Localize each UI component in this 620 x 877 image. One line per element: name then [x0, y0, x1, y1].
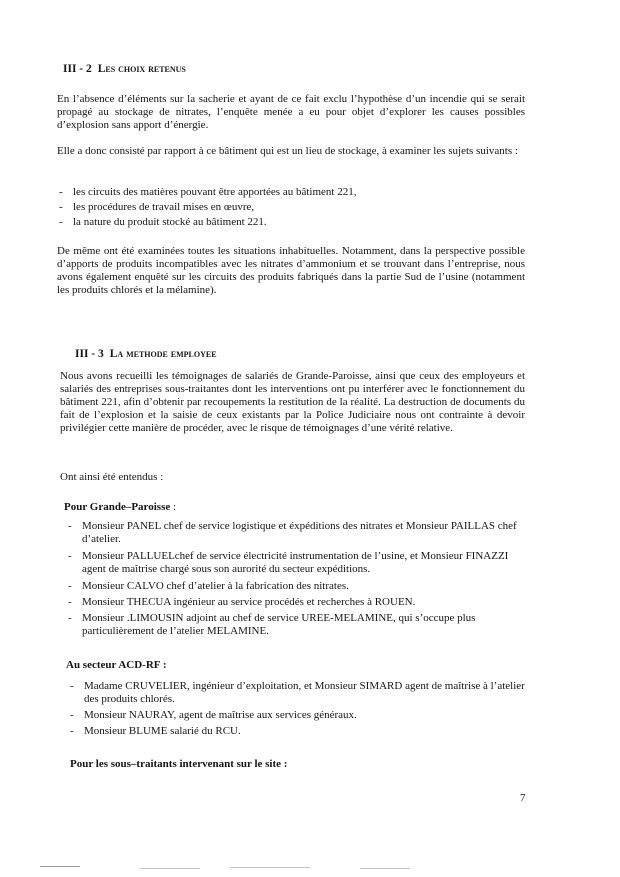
list-item: - les circuits des matières pouvant être apportées au bâtiment 221,: [57, 186, 497, 199]
witness-list-grande-paroisse: [66, 520, 526, 638]
list-item: - Madame CRUVELIER, ingénieur d’exploitation, et Monsieur SIMARD agent de maîtrise à l’atelier des produits chlorés.: [68, 680, 526, 706]
scan-artifact: [140, 868, 200, 869]
list-item: - Monsieur .LIMOUSIN adjoint au chef de service UREE-MELAMINE, qui s’occupe plus particulièrement de l’atelier MELAMINE.: [66, 612, 526, 638]
scan-artifact: [230, 867, 310, 868]
group-heading: Pour Grande–Paroisse: [64, 501, 171, 513]
scan-artifact: [360, 868, 410, 869]
paragraph-intro: En l’absence d’éléments sur la sacherie et ayant de ce fait exclu l’hypothèse d’un incendie qui se serait propagé au stockage de nitrates, l’enquête menée a eu pour objet d’explorer les causes possibles d’explosion sans apport d’énergie.: [57, 93, 525, 131]
witness-list-acd-rf: [68, 680, 526, 738]
list-item: - Monsieur PALLUELchef de service électricité instrumentation de l’usine, et Monsieur FINAZZI agent de maîtrise chargé sous son aurorité du secteur expéditions.: [66, 550, 526, 576]
list-item: - Monsieur NAURAY, agent de maîtrise aux services généraux.: [68, 709, 526, 722]
section-title: Les choix retenus: [97, 63, 186, 75]
section-number: III - 2: [63, 63, 92, 75]
section-heading-methode: [75, 348, 217, 361]
paragraph-scope: Elle a donc consisté par rapport à ce bâtiment qui est un lieu de stockage, à examiner les sujets suivants :: [57, 145, 518, 157]
list-item: - la nature du produit stocké au bâtiment 221.: [57, 216, 497, 229]
page-number: 7: [520, 792, 526, 804]
list-item: - Monsieur THECUA ingénieur au service procédés et recherches à ROUEN.: [66, 596, 526, 609]
group-heading-sous-traitants: Pour les sous–traitants intervenant sur le site :: [70, 758, 288, 770]
group-heading-colon: :: [170, 501, 177, 513]
list-item: - Monsieur CALVO chef d’atelier à la fabrication des nitrates.: [66, 580, 526, 593]
paragraph-unusual-situations: De même ont été examinées toutes les situations inhabituelles. Notamment, dans la perspective possible d’apports de produits incompatibles avec les nitrates d’ammonium et se trouvant dans l’entreprise, nous avons également enquêté sur les circuits des produits fabriqués dans la partie Sud de l’usine (notamment les produits chlorés et la mélamine).: [57, 245, 525, 296]
paragraph-method: Nous avons recueilli les témoignages de salariés de Grande-Paroisse, ainsi que ceux des employeurs et salariés des entreprises sous-traitantes dont les interventions ont pu interférer avec le fonctionnement du bâtiment 221, afin d’obtenir par recoupements la restitution de la réalité. La destruction de documents du fait de l’explosion et la saisie de ceux existants par la Police Judiciaire nous ont contrainte à devoir privilégier cette manière de procéder, avec le risque de témoignages d’une vérité relative.: [60, 370, 525, 434]
group-heading-acd-rf: Au secteur ACD-RF :: [66, 659, 167, 671]
list-item: - Monsieur PANEL chef de service logistique et éxpéditions des nitrates et Monsieur PAILLAS chef d’atelier.: [66, 520, 526, 546]
section-title: La methode employee: [109, 348, 217, 360]
section-number: III - 3: [75, 348, 104, 360]
paragraph-heard: Ont ainsi été entendus :: [60, 471, 164, 483]
list-item: - les procédures de travail mises en œuvre,: [57, 201, 497, 214]
subject-list: [57, 186, 497, 229]
scan-artifact: [40, 866, 80, 867]
group-heading-grande-paroisse: [64, 501, 364, 514]
list-item: - Monsieur BLUME salarié du RCU.: [68, 725, 526, 738]
section-heading-choix-retenus: [63, 63, 186, 76]
